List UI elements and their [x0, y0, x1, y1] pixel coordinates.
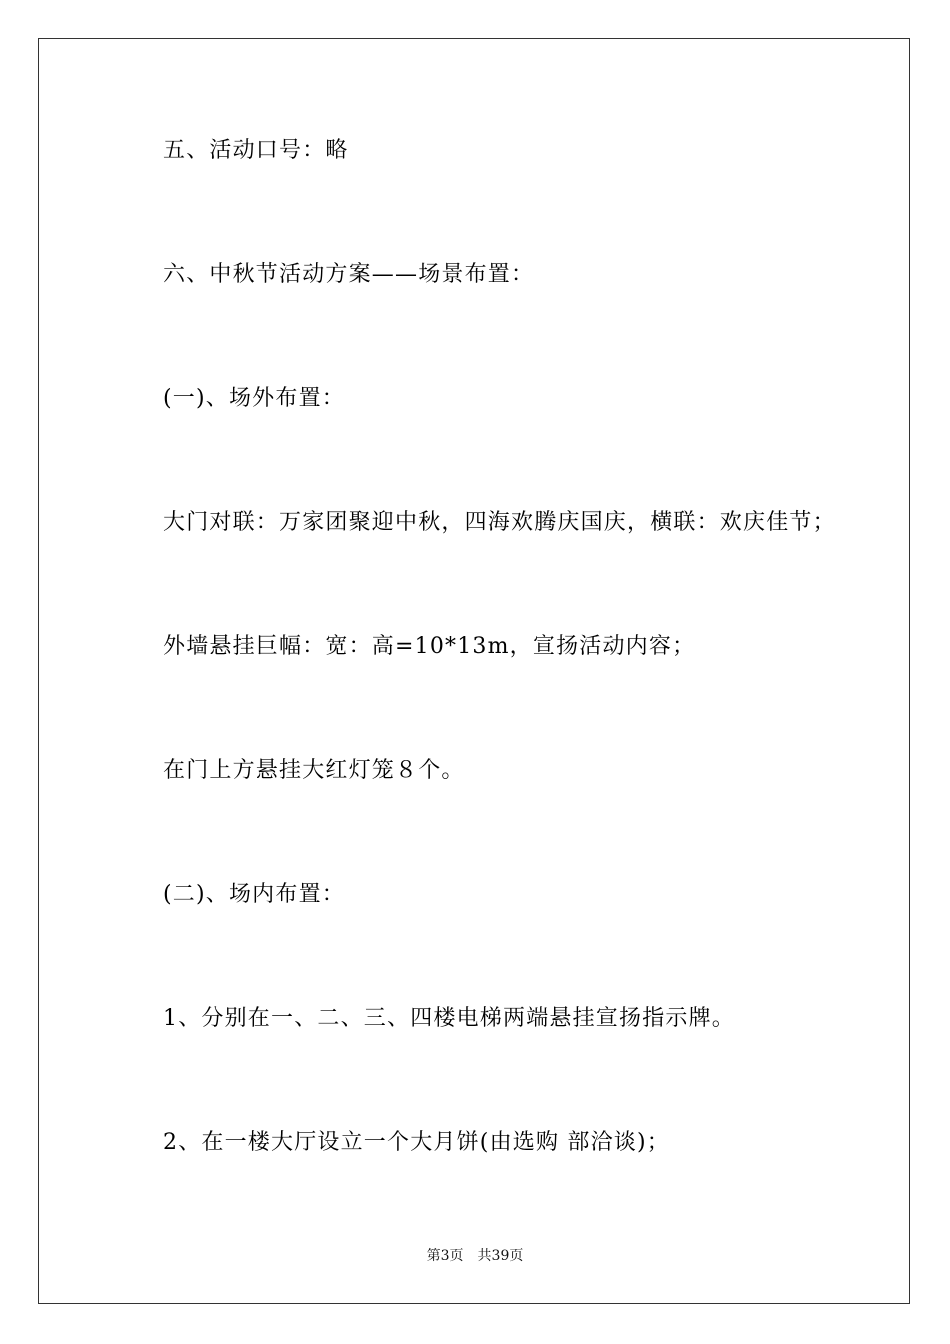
paragraph-couplet: 大门对联：万家团聚迎中秋，四海欢腾庆国庆，横联：欢庆佳节； — [163, 510, 836, 535]
page-border — [38, 38, 910, 1304]
paragraph-mooncake: 2、在一楼大厅设立一个大月饼(由选购 部洽谈)； — [163, 1130, 670, 1155]
paragraph-outdoor-heading: (一)、场外布置： — [163, 386, 345, 411]
paragraph-section-six-heading: 六、中秋节活动方案——场景布置： — [163, 262, 535, 287]
page-number: 第3页 — [426, 1248, 464, 1264]
paragraph-lanterns: 在门上方悬挂大红灯笼８个。 — [163, 758, 465, 783]
page-footer — [0, 1247, 950, 1265]
page-total: 共39页 — [477, 1248, 524, 1264]
paragraph-slogan: 五、活动口号：略 — [163, 138, 349, 163]
paragraph-signage: 1、分别在一、二、三、四楼电梯两端悬挂宣扬指示牌。 — [163, 1006, 735, 1031]
paragraph-indoor-heading: (二)、场内布置： — [163, 882, 345, 907]
paragraph-banner: 外墙悬挂巨幅：宽：高=10*13m，宣扬活动内容； — [163, 634, 696, 659]
